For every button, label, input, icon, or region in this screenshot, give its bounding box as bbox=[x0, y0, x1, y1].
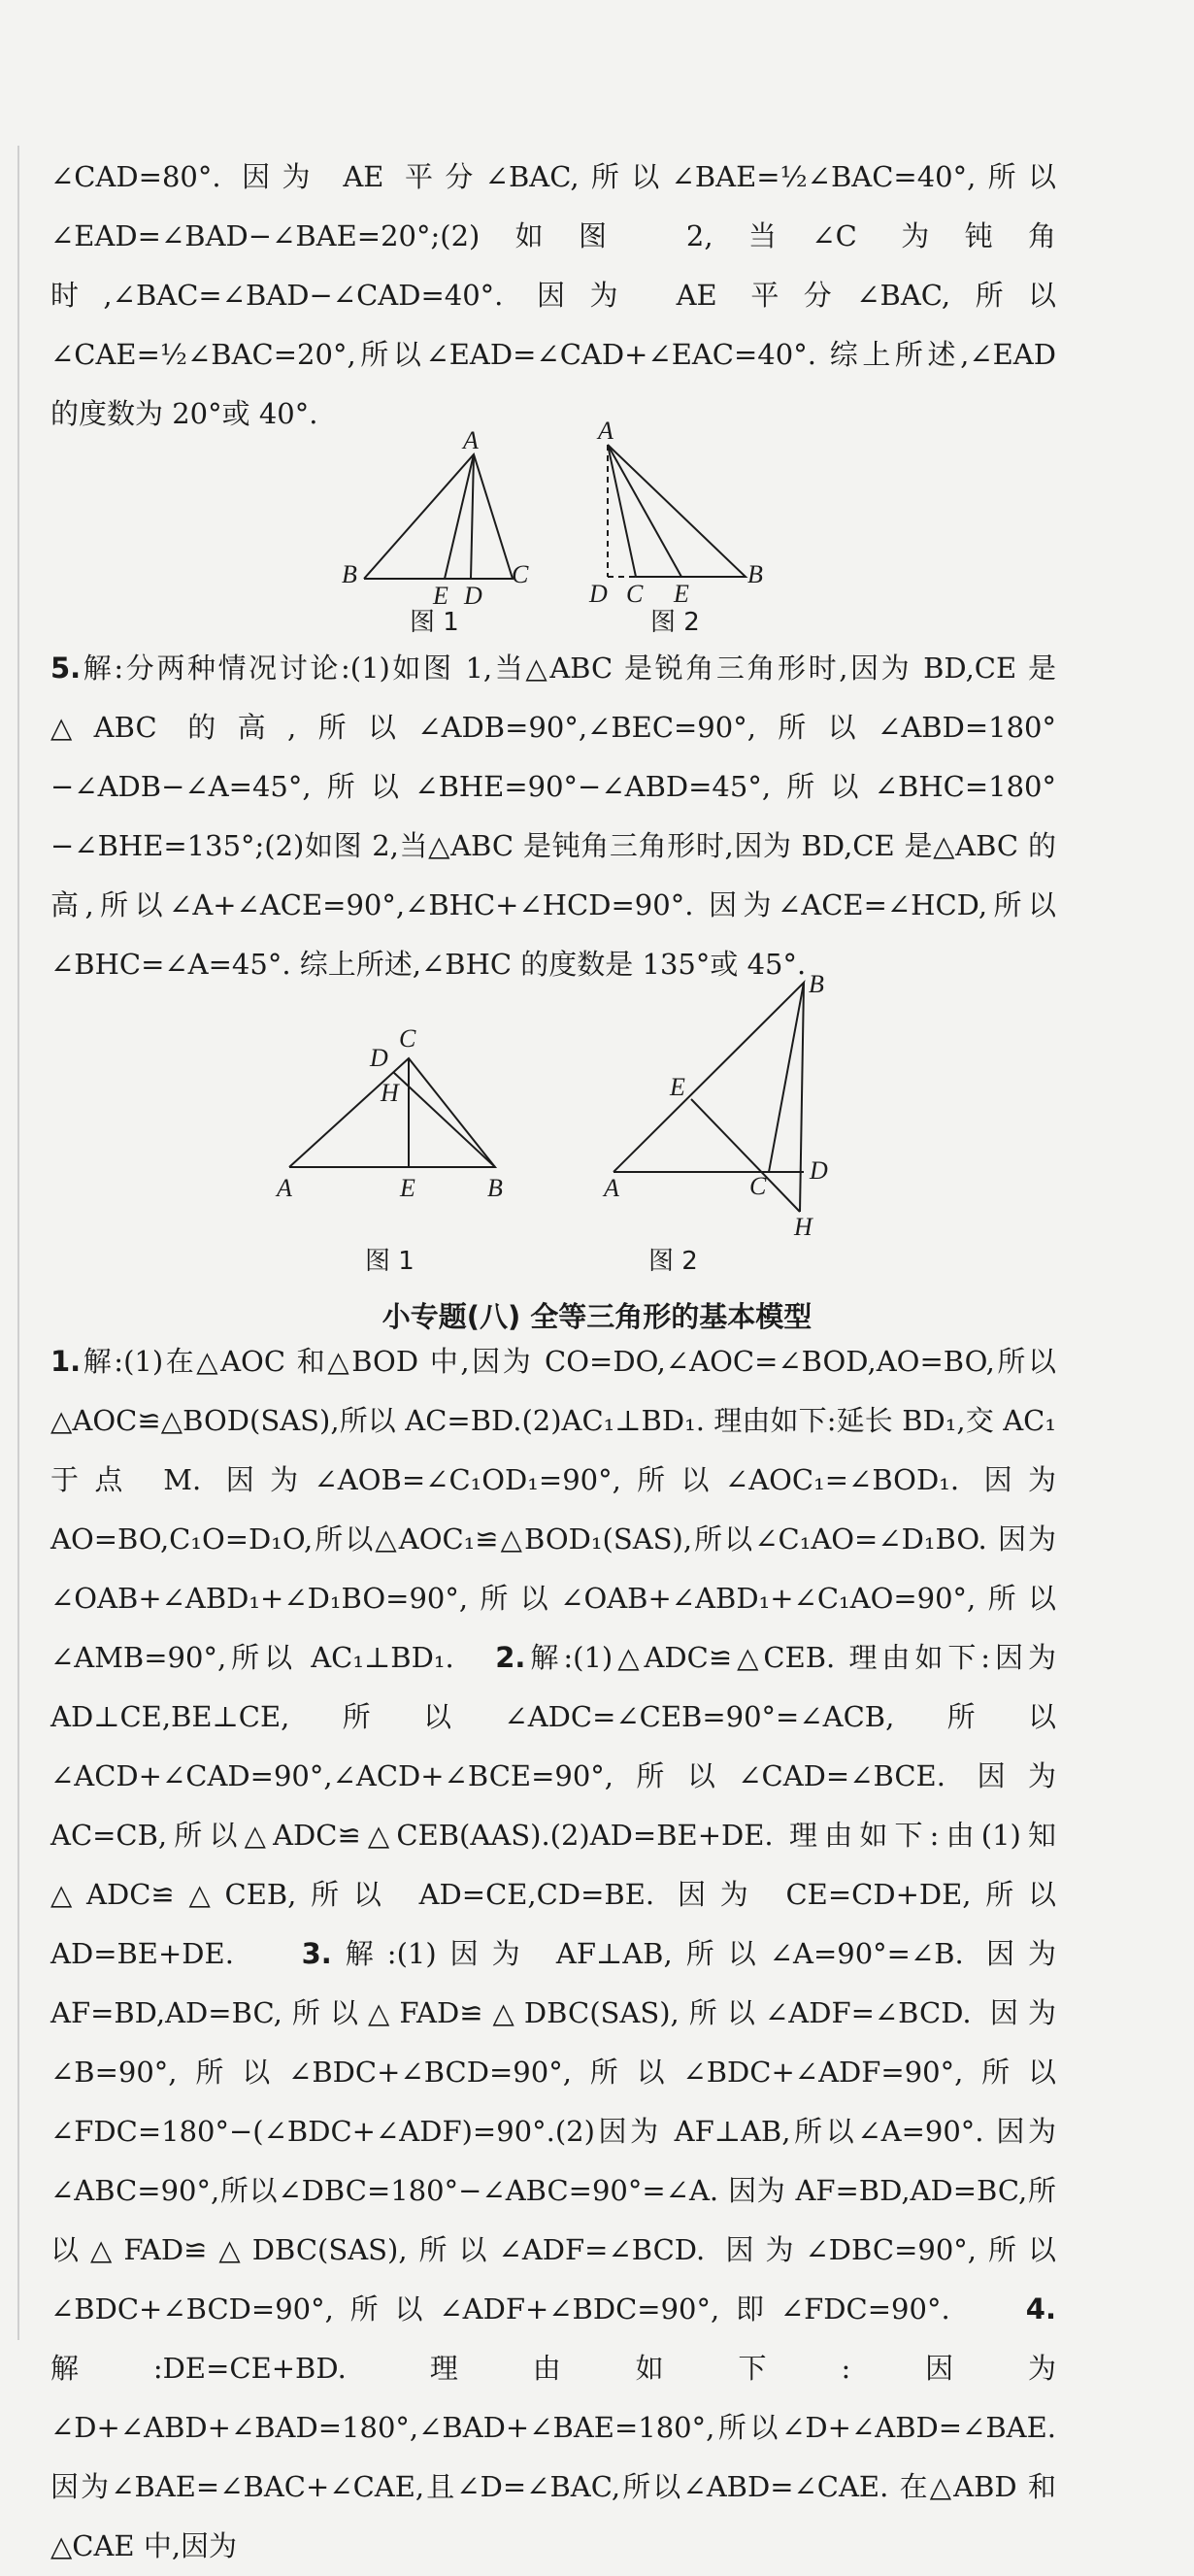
problem-2-text: 解:(1)△ADC≌△CEB. 理由如下:因为 AD⊥CE,BE⊥CE,所以∠ADC=∠CEB=90°=∠ACB,所以∠ACD+∠CAD=90°,∠ACD+∠BCE=90°,所以∠CAD=∠BCE. 因为 AC=CB,所以△ADC≌△CEB(AAS).(2)AD=BE+DE. 理由如下:由(1)知△ADC≌△CEB,所以 AD=CE,CD=BE. 因为 CE=CD+DE,所以 AD=BE+DE. bbox=[50, 1641, 1057, 1970]
fig3-label-B: B bbox=[487, 1174, 503, 1202]
section-title: 小专题(八) 全等三角形的基本模型 bbox=[381, 1300, 813, 1333]
problem-1-number: 1. bbox=[50, 1345, 82, 1378]
figure-caption-2: 图 2 bbox=[650, 608, 700, 637]
fig3-triangle bbox=[289, 1058, 495, 1167]
fig2-label-C: C bbox=[626, 580, 644, 608]
fig2-label-B: B bbox=[747, 560, 763, 588]
figure-caption-1: 图 1 bbox=[410, 608, 459, 637]
problem-text: 解:分两种情况讨论:(1)如图 1,当△ABC 是锐角三角形时,因为 BD,CE 是△ABC 的高,所以∠ADB=90°,∠BEC=90°,所以∠ABD=180°−∠ADB−∠A=45°,所以∠BHE=90°−∠ABD=45°,所以∠BHC=180°−∠BHE=135°;(2)如图 2,当△ABC 是钝角三角形时,因为 BD,CE 是△ABC 的高,所以∠A+∠ACE=90°,∠BHC+∠HCD=90°. 因为∠ACE=∠HCD,所以∠BHC=∠A=45°. 综上所述,∠BHC 的度数是 135°或 45°. bbox=[50, 652, 1056, 981]
problem-3-number: 3. bbox=[301, 1937, 332, 1970]
fig2-label-A: A bbox=[598, 417, 614, 445]
fig2-label-E: E bbox=[674, 580, 689, 608]
problem-4-number: 4. bbox=[1025, 2292, 1056, 2325]
fig1-label-D: D bbox=[464, 582, 482, 610]
problem-4-text: 解:DE=CE+BD. 理由如下:因为∠D+∠ABD+∠BAD=180°,∠BAD+∠BAE=180°,所以∠D+∠ABD=∠BAE. 因为∠BAE=∠BAC+∠CAE,且∠D=∠BAC,所以∠ABD=∠CAE. 在△ABD 和△CAE 中,因为 bbox=[50, 2352, 1056, 2562]
fig3-label-H: H bbox=[381, 1079, 399, 1107]
fig2-label-D: D bbox=[589, 580, 608, 608]
fig2-triangle bbox=[608, 445, 746, 577]
problem-2-number: 2. bbox=[495, 1641, 526, 1674]
figure-caption-4: 图 2 bbox=[648, 1247, 698, 1276]
fig1-triangle bbox=[364, 454, 513, 579]
fig4-label-C: C bbox=[749, 1172, 767, 1200]
fig1-label-B: B bbox=[342, 560, 357, 588]
fig4-label-D: D bbox=[810, 1156, 828, 1185]
fig2-segment-AE bbox=[608, 445, 681, 577]
problem-5 bbox=[50, 639, 1056, 994]
fig1-label-C: C bbox=[512, 560, 529, 588]
fig3-label-A: A bbox=[277, 1174, 292, 1202]
fig4-label-E: E bbox=[670, 1073, 685, 1101]
fig3-label-D: D bbox=[370, 1044, 388, 1072]
figure-caption-3: 图 1 bbox=[365, 1247, 415, 1276]
fig4-altitude-BD-extended bbox=[800, 983, 804, 1212]
problem-3-text: 解:(1)因为 AF⊥AB,所以∠A=90°=∠B. 因为 AF=BD,AD=BC,所以△FAD≌△DBC(SAS),所以∠ADF=∠BCD. 因为∠B=90°,所以∠BDC+∠BCD=90°,所以∠BDC+∠ADF=90°,所以∠FDC=180°−(∠BDC+∠ADF)=90°.(2)因为 AF⊥AB,所以∠A=90°. 因为∠ABC=90°,所以∠DBC=180°−∠ABC=90°=∠A. 因为 AF=BD,AD=BC,所以△FAD≌△DBC(SAS),所以∠ADF=∠BCD. 因为∠DBC=90°,所以∠BDC+∠BCD=90°,所以∠ADF+∠BDC=90°,即∠FDC=90°. bbox=[50, 1937, 1056, 2325]
fig3-label-C: C bbox=[399, 1024, 416, 1053]
section-body bbox=[50, 1332, 1056, 2576]
fig1-segment-AE bbox=[445, 454, 474, 579]
fig4-label-B: B bbox=[809, 970, 824, 998]
fig4-segment-EH bbox=[691, 1099, 800, 1212]
fig3-label-E: E bbox=[400, 1174, 415, 1202]
problem-1-text: 解:(1)在△AOC 和△BOD 中,因为 CO=DO,∠AOC=∠BOD,AO=BO,所以△AOC≌△BOD(SAS),所以 AC=BD.(2)AC₁⊥BD₁. 理由如下:延长 BD₁,交 AC₁ 于点 M. 因为∠AOB=∠C₁OD₁=90°,所以∠AOC₁=∠BOD₁. 因为 AO=BO,C₁O=D₁O,所以△AOC₁≌△BOD₁(SAS),所以∠C₁AO=∠D₁BO. 因为∠OAB+∠ABD₁+∠D₁BO=90°,所以∠OAB+∠ABD₁+∠C₁AO=90°,所以∠AMB=90°,所以 AC₁⊥BD₁. bbox=[50, 1345, 1056, 1674]
fig1-label-A: A bbox=[463, 426, 479, 454]
fig1-segment-AD bbox=[471, 454, 474, 579]
fig4-triangle bbox=[614, 983, 804, 1172]
fig1-label-E: E bbox=[433, 582, 448, 610]
paragraph-continuation: ∠CAD=80°. 因为 AE 平分∠BAC,所以∠BAE=½∠BAC=40°,所以∠EAD=∠BAD−∠BAE=20°;(2)如图 2,当∠C 为钝角时,∠BAC=∠BAD−∠CAD=40°. 因为 AE 平分∠BAC,所以∠CAE=½∠BAC=20°,所以∠EAD=∠CAD+∠EAC=40°. 综上所述,∠EAD 的度数为 20°或 40°. bbox=[50, 160, 1056, 430]
fig4-label-H: H bbox=[794, 1213, 813, 1241]
problem-number: 5. bbox=[50, 652, 82, 685]
fig4-label-A: A bbox=[604, 1174, 619, 1202]
